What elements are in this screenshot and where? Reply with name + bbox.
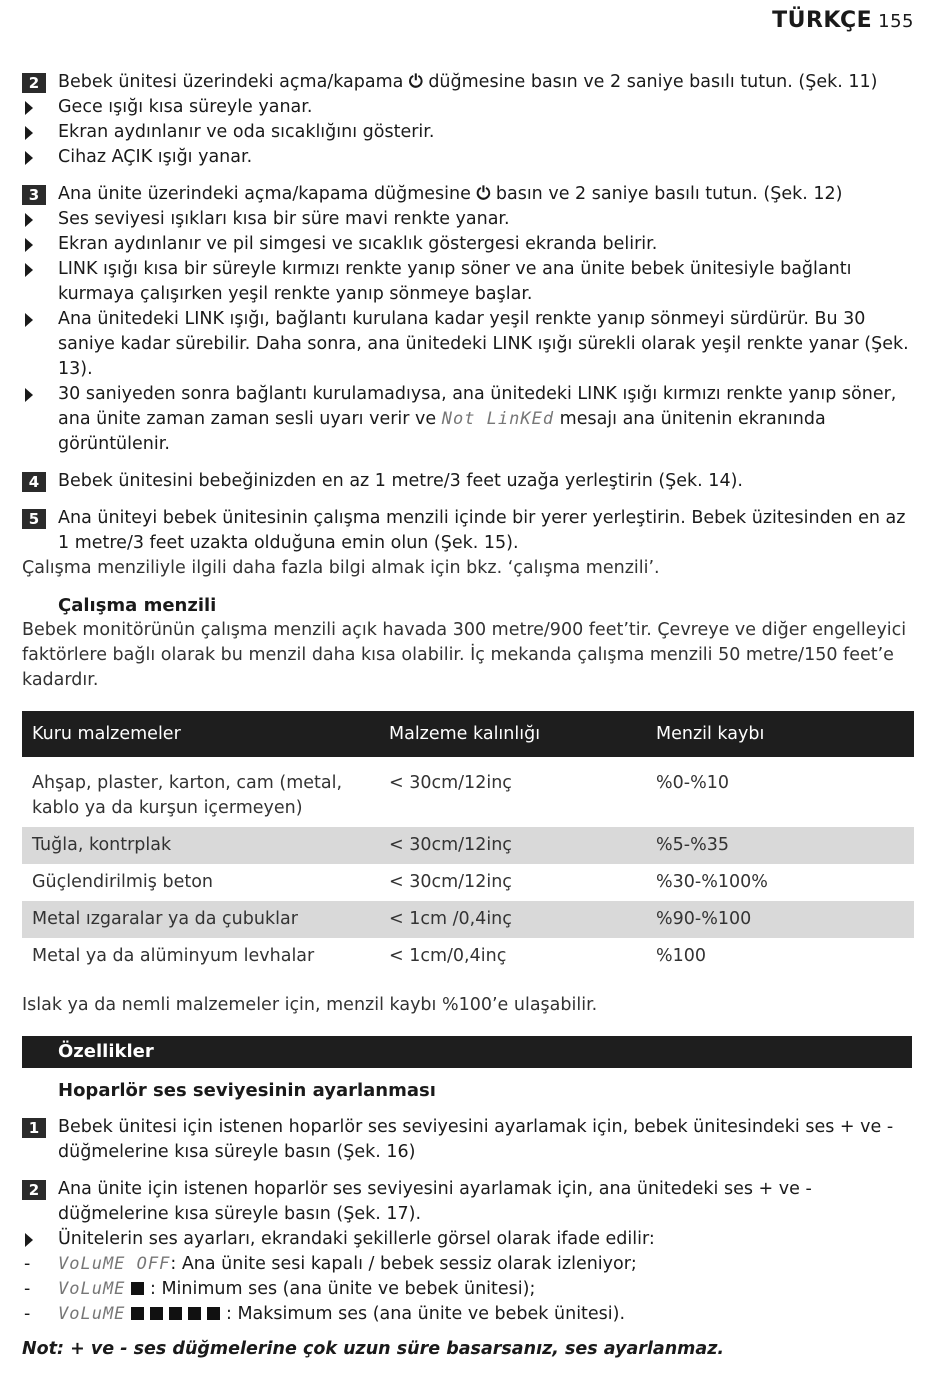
speaker-volume-title: Hoparlör ses seviyesinin ayarlanması xyxy=(58,1080,436,1101)
step-text-pre: Ana ünite üzerindeki açma/kapama düğmesine xyxy=(58,184,477,204)
range-paragraph: Bebek monitörünün çalışma menzili açık havada 300 metre/900 feet’tir. Çevreye ve diğer engelleyici faktörlere bağlı olarak bu menzil daha kısa olabilir. İç mekanda çalışma menzili 50 metre/150 feet’e kadardır. xyxy=(22,620,907,690)
bullet-item: Cihaz AÇIK ışığı yanar. xyxy=(22,145,914,170)
page-header xyxy=(772,8,914,33)
volume-bar-icon xyxy=(131,1307,144,1320)
step-text: Bebek ünitesi için istenen hoparlör ses seviyesini ayarlamak için, bebek ünitesindeki ses + ve - düğmelerine kısa süreyle basın (Şek. 16) xyxy=(58,1117,894,1162)
note-body: + ve - ses düğmelerine çok uzun süre basarsanız, ses ayarlanmaz. xyxy=(64,1339,725,1359)
bullet-text-post: mesajı ana ünitenin ekranında görüntülenir. xyxy=(58,409,826,454)
step-number: 3 xyxy=(22,185,46,205)
step-text: Ana ünite için istenen hoparlör ses seviyesini ayarlamak için, ana ünitedeki ses + ve - düğmelerine kısa süreyle basın (Şek. 17). xyxy=(58,1179,812,1224)
step-text: Bebek ünitesini bebeğinizden en az 1 metre/3 feet uzağa yerleştirin (Şek. 14). xyxy=(58,471,743,491)
range-reference-text: Çalışma menziliyle ilgili daha fazla bilgi almak için bkz. ‘çalışma menzili’. xyxy=(22,558,660,578)
table-footnote: Islak ya da nemli malzemeler için, menzil kaybı %100’e ulaşabilir. xyxy=(22,995,598,1015)
step-2-parent-volume xyxy=(22,1177,914,1227)
bullet-item: LINK ışığı kısa bir süreyle kırmızı renkte yanıp söner ve ana ünite bebek ünitesiyle bağlantı kurmaya çalışırken yeşil renkte yanıp sönmeye başlar. xyxy=(22,257,914,307)
features-section-bar: Özellikler xyxy=(22,1036,912,1068)
table-cell: Tuğla, kontrplak xyxy=(22,827,379,864)
table-header-row xyxy=(22,711,914,757)
table-cell: %30-%100% xyxy=(656,872,768,892)
table-cell: %100 xyxy=(656,946,707,966)
step-number: 2 xyxy=(22,73,46,93)
table-cell: < 30cm/12inç xyxy=(379,827,646,864)
table-cell: Ahşap, plaster, karton, cam (metal, kablo ya da kurşun içermeyen) xyxy=(32,773,343,818)
table-header-cell: Menzil kaybı xyxy=(646,711,914,757)
step-number: 1 xyxy=(22,1118,46,1138)
power-icon: ⏻ xyxy=(476,184,491,204)
lcd-not-linked-text: Not LinKEd xyxy=(441,409,555,429)
dash-text: : Maksimum ses (ana ünite ve bebek ünitesi). xyxy=(226,1304,626,1324)
note-text xyxy=(22,1337,914,1362)
bullet-item: Gece ışığı kısa süreyle yanar. xyxy=(22,95,914,120)
step-number: 2 xyxy=(22,1180,46,1200)
lcd-volume: VoLuME xyxy=(58,1279,126,1299)
bullet-item: Ses seviyesi ışıkları kısa bir süre mavi renkte yanar. xyxy=(22,207,914,232)
step-2-baby-unit-power xyxy=(22,70,914,95)
lcd-volume: VoLuME xyxy=(58,1304,126,1324)
dash-text: : Minimum ses (ana ünite ve bebek ünitesi); xyxy=(150,1279,536,1299)
table-cell: < 30cm/12inç xyxy=(389,872,512,892)
bullet-text-pre: 30 saniyeden sonra bağlantı kurulamadıysa, ana ünitedeki LINK ışığı kırmızı renkte yanıp söner, ana ünite zaman zaman sesli uyarı verir ve xyxy=(58,384,897,429)
lcd-volume-off: VoLuME OFF xyxy=(58,1254,171,1274)
volume-bar-icon xyxy=(188,1307,201,1320)
power-icon: ⏻ xyxy=(408,72,423,92)
table-header-cell: Malzeme kalınlığı xyxy=(379,711,646,757)
step-number: 4 xyxy=(22,472,46,492)
note-label: Not: xyxy=(22,1339,65,1359)
volume-max-item xyxy=(22,1302,914,1327)
bullet-item-not-linked xyxy=(22,382,914,457)
step-text-pre: Bebek ünitesi üzerindeki açma/kapama xyxy=(58,72,409,92)
bullet-item: Ekran aydınlanır ve pil simgesi ve sıcaklık göstergesi ekranda belirir. xyxy=(22,232,914,257)
table-row xyxy=(22,827,914,864)
bullet-item: Ekran aydınlanır ve oda sıcaklığını gösterir. xyxy=(22,120,914,145)
step-number: 5 xyxy=(22,509,46,529)
table-cell: Metal ızgaralar ya da çubuklar xyxy=(22,901,379,938)
table-row xyxy=(22,938,914,975)
table-header-cell: Kuru malzemeler xyxy=(22,711,379,757)
table-row xyxy=(22,901,914,938)
step-1-baby-volume xyxy=(22,1115,914,1165)
volume-min-item xyxy=(22,1277,914,1302)
step-3-parent-unit-power xyxy=(22,182,914,207)
table-cell: < 30cm/12inç xyxy=(389,773,512,793)
dash-text: : Ana ünite sesi kapalı / bebek sessiz olarak izleniyor; xyxy=(170,1254,637,1274)
page-content xyxy=(22,70,914,1362)
language-label: TÜRKÇE xyxy=(772,8,873,33)
table-cell: < 1cm/0,4inç xyxy=(389,946,507,966)
step-text: Ana üniteyi bebek ünitesinin çalışma menzili içinde bir yerer yerleştirin. Bebek üzitesinden en az 1 metre/3 feet uzakta olduğuna emin olun (Şek. 15). xyxy=(58,508,906,553)
bullet-item: Ana ünitedeki LINK ışığı, bağlantı kurulana kadar yeşil renkte yanıp sönmeyi sürdürür. Bu 30 saniye kadar sürebilir. Daha sonra, ana ünitedeki LINK ışığı sürekli olarak yeşil renkte yanar (Şek. 13). xyxy=(22,307,914,382)
volume-off-item xyxy=(22,1252,914,1277)
table-cell: Metal ya da alüminyum levhalar xyxy=(32,946,315,966)
volume-bar-icon xyxy=(150,1307,163,1320)
table-cell: < 1cm /0,4inç xyxy=(379,901,646,938)
table-cell: Güçlendirilmiş beton xyxy=(32,872,214,892)
step-4-place-baby-unit xyxy=(22,469,914,494)
table-row xyxy=(22,757,914,827)
table-cell: %0-%10 xyxy=(656,773,729,793)
table-row xyxy=(22,864,914,901)
step-5-place-parent-unit xyxy=(22,506,914,556)
materials-range-table xyxy=(22,711,914,975)
table-cell: %90-%100 xyxy=(646,901,914,938)
table-cell: %5-%35 xyxy=(646,827,914,864)
range-section-title: Çalışma menzili xyxy=(58,595,217,616)
volume-bar-icon xyxy=(169,1307,182,1320)
volume-bar-icon xyxy=(207,1307,220,1320)
page-number: 155 xyxy=(878,11,914,32)
step-text-post: düğmesine basın ve 2 saniye basılı tutun. (Şek. 11) xyxy=(422,72,878,92)
step-text-post: basın ve 2 saniye basılı tutun. (Şek. 12) xyxy=(490,184,843,204)
volume-bar-icon xyxy=(131,1282,144,1295)
bullet-item: Ünitelerin ses ayarları, ekrandaki şekillerle görsel olarak ifade edilir: xyxy=(22,1227,914,1252)
